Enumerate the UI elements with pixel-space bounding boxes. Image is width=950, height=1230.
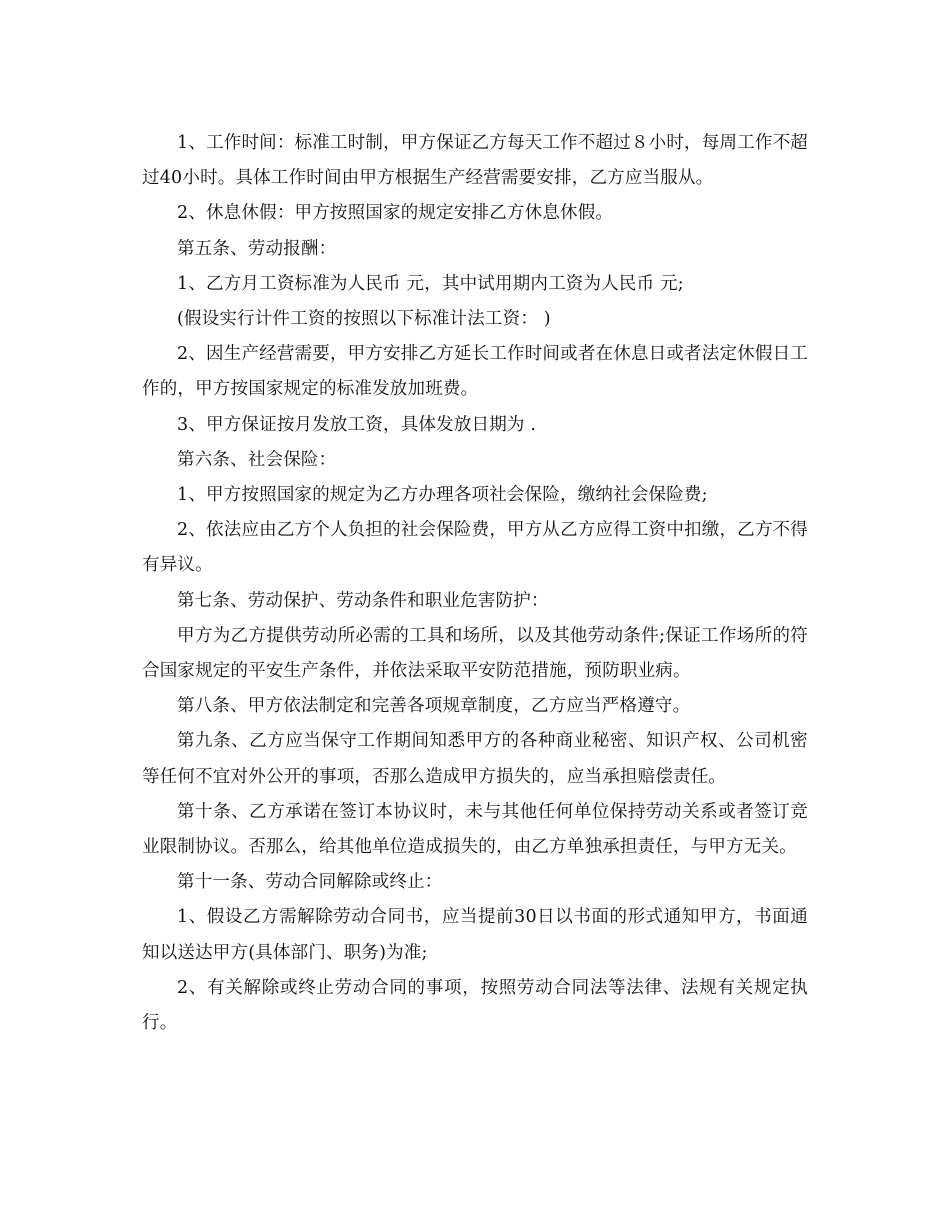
article-6-heading: 第六条、社会保险： (177, 449, 337, 470)
paragraph-monthly-wage: 1、乙方月工资标准为人民币 元，其中试用期内工资为人民币 元; (177, 273, 684, 294)
document-body (142, 126, 808, 1041)
article-5-heading: 第五条、劳动报酬： (177, 238, 337, 259)
paragraph-piece-wage: (假设实行计件工资的按照以下标准计法工资： ) (177, 309, 551, 330)
paragraph-insurance: 1、甲方按照国家的规定为乙方办理各项社会保险，缴纳社会保险费; (177, 485, 708, 506)
article-10: 第十条、乙方承诺在签订本协议时，未与其他任何单位保持劳动关系或者签订竞业限制协议。否那么，给其他单位造成损失的，由乙方单独承担责任，与甲方无关。 (142, 801, 808, 858)
paragraph-labor-protection: 甲方为乙方提供劳动所必需的工具和场所，以及其他劳动条件;保证工作场所的符合国家规定的平安生产条件，并依法采取平安防范措施，预防职业病。 (142, 625, 808, 682)
article-7-heading: 第七条、劳动保护、劳动条件和职业危害防护： (177, 590, 549, 611)
paragraph-termination-notice: 1、假设乙方需解除劳动合同书，应当提前30日以书面的形式通知甲方，书面通知以送达甲方(具体部门、职务)为准; (142, 907, 808, 963)
paragraph-rest-leave: 2、休息休假：甲方按照国家的规定安排乙方休息休假。 (177, 203, 614, 224)
paragraph-work-hours: 1、工作时间：标准工时制，甲方保证乙方每天工作不超过８小时，每周工作不超过40小时。具体工作时间由甲方根据生产经营需要安排，乙方应当服从。 (142, 133, 808, 189)
article-11-heading: 第十一条、劳动合同解除或终止： (177, 872, 443, 893)
paragraph-payday: 3、甲方保证按月发放工资，具体发放日期为 . (177, 414, 537, 435)
paragraph-overtime: 2、因生产经营需要，甲方安排乙方延长工作时间或者在休息日或者法定休假日工作的，甲方按国家规定的标准发放加班费。 (142, 344, 808, 400)
article-9: 第九条、乙方应当保守工作期间知悉甲方的各种商业秘密、知识产权、公司机密等任何不宜对外公开的事项，否那么造成甲方损失的，应当承担赔偿责任。 (142, 731, 808, 787)
paragraph-insurance-deduction: 2、依法应由乙方个人负担的社会保险费，甲方从乙方应得工资中扣缴，乙方不得有异议。 (142, 520, 808, 576)
article-8: 第八条、甲方依法制定和完善各项规章制度，乙方应当严格遵守。 (177, 696, 691, 717)
paragraph-termination-law: 2、有关解除或终止劳动合同的事项，按照劳动合同法等法律、法规有关规定执行。 (142, 977, 808, 1034)
